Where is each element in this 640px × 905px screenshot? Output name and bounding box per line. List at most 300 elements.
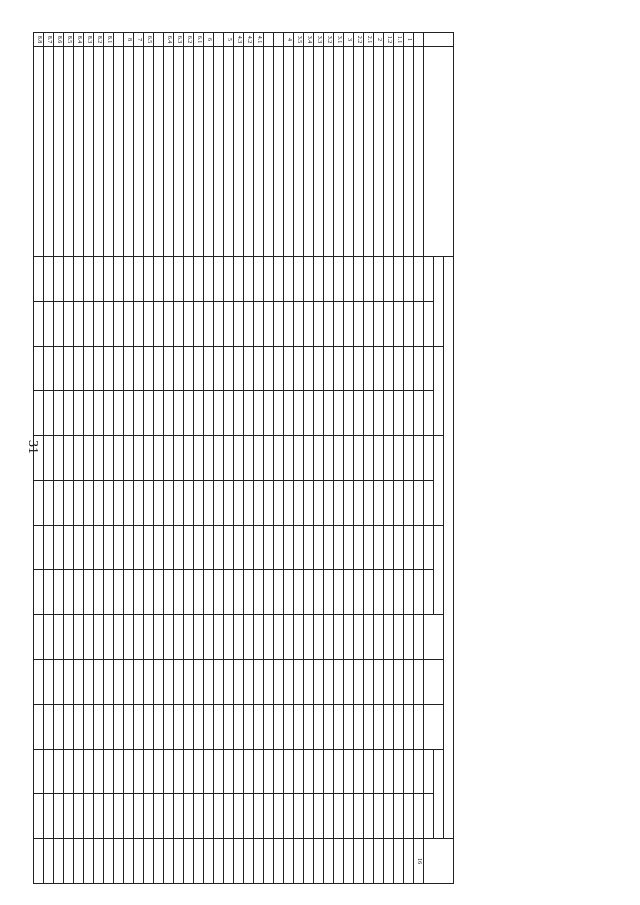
table-cell: [74, 839, 84, 884]
table-cell: [284, 525, 294, 570]
table-cell: [404, 480, 414, 525]
table-cell: [144, 525, 154, 570]
table-cell: [364, 794, 374, 839]
row-name: [64, 47, 74, 257]
table-cell: [194, 525, 204, 570]
row-number: 3: [344, 33, 354, 47]
table-cell: [144, 257, 154, 302]
table-cell: [294, 615, 304, 660]
table-cell: [34, 525, 44, 570]
table-cell: [74, 480, 84, 525]
table-cell: [204, 525, 214, 570]
table-cell: [104, 794, 114, 839]
table-cell: [194, 839, 204, 884]
table-cell: [364, 839, 374, 884]
table-cell: [244, 794, 254, 839]
table-cell: [314, 704, 324, 749]
table-cell: [404, 346, 414, 391]
table-cell: [284, 794, 294, 839]
table-cell: [214, 570, 224, 615]
table-cell: [104, 839, 114, 884]
table-cell: [104, 660, 114, 705]
table-cell: [284, 749, 294, 794]
table-cell: [194, 615, 204, 660]
row-name: [124, 47, 134, 257]
table-cell: [284, 346, 294, 391]
table-cell: [164, 391, 174, 436]
row-name: [94, 47, 104, 257]
table-cell: [74, 704, 84, 749]
table-cell: [304, 301, 314, 346]
table-cell: [404, 615, 414, 660]
table-cell: [134, 570, 144, 615]
table-cell: [394, 391, 404, 436]
row-name: [214, 47, 224, 257]
table-cell: [354, 525, 364, 570]
column-number: [414, 346, 424, 391]
table-cell: [34, 391, 44, 436]
table-cell: [174, 749, 184, 794]
table-cell: [174, 480, 184, 525]
table-cell: [74, 525, 84, 570]
table-cell: [354, 346, 364, 391]
table-cell: [194, 391, 204, 436]
row-number: 8.8: [34, 33, 44, 47]
table-row: [104, 33, 114, 884]
table-cell: [374, 301, 384, 346]
table-cell: [74, 570, 84, 615]
table-cell: [94, 391, 104, 436]
table-cell: [334, 301, 344, 346]
table-cell: [184, 525, 194, 570]
table-cell: [324, 615, 334, 660]
table-row: [394, 33, 404, 884]
table-cell: [94, 346, 104, 391]
table-cell: [84, 570, 94, 615]
table-cell: [394, 794, 404, 839]
table-cell: [264, 480, 274, 525]
table-cell: [34, 346, 44, 391]
table-cell: [384, 480, 394, 525]
table-cell: [344, 480, 354, 525]
table-cell: [334, 794, 344, 839]
table-cell: [44, 346, 54, 391]
table-cell: [354, 570, 364, 615]
table-cell: [324, 480, 334, 525]
table-cell: [134, 660, 144, 705]
table-cell: [314, 301, 324, 346]
table-cell: [94, 839, 104, 884]
table-cell: [184, 839, 194, 884]
table-cell: [284, 301, 294, 346]
table-cell: [74, 391, 84, 436]
table-cell: [234, 301, 244, 346]
column-number: [414, 480, 424, 525]
table-cell: [394, 480, 404, 525]
table-cell: [324, 346, 334, 391]
table-cell: [384, 301, 394, 346]
table-body: [34, 33, 414, 884]
table-cell: [244, 570, 254, 615]
expense-table: [33, 32, 454, 884]
col-subheader: [424, 391, 434, 436]
table-cell: [114, 346, 124, 391]
table-cell: [134, 257, 144, 302]
column-number: 16: [414, 839, 424, 884]
table-cell: [314, 436, 324, 481]
table-cell: [344, 794, 354, 839]
table-cell: [94, 660, 104, 705]
table-cell: [254, 480, 264, 525]
row-number: 3.4: [304, 33, 314, 47]
table-cell: [274, 660, 284, 705]
table-cell: [394, 839, 404, 884]
table-cell: [234, 615, 244, 660]
table-cell: [274, 436, 284, 481]
table-cell: [334, 391, 344, 436]
table-cell: [64, 391, 74, 436]
table-cell: [154, 257, 164, 302]
table-cell: [344, 525, 354, 570]
row-name: [374, 47, 384, 257]
table-cell: [64, 660, 74, 705]
table-cell: [64, 436, 74, 481]
table-cell: [154, 839, 164, 884]
table-cell: [64, 301, 74, 346]
table-cell: [224, 839, 234, 884]
table-cell: [204, 839, 214, 884]
table-cell: [194, 257, 204, 302]
table-row: [224, 33, 234, 884]
table-cell: [354, 839, 364, 884]
table-row: [344, 33, 354, 884]
table-cell: [204, 391, 214, 436]
table-cell: [144, 615, 154, 660]
table-cell: [274, 615, 284, 660]
row-number: 8.6: [54, 33, 64, 47]
table-cell: [144, 480, 154, 525]
row-name: [294, 47, 304, 257]
table-cell: [124, 704, 134, 749]
table-cell: [154, 391, 164, 436]
table-row: [154, 33, 164, 884]
row-number: 4.2: [244, 33, 254, 47]
table-cell: [54, 704, 64, 749]
row-number: 5: [224, 33, 234, 47]
table-cell: [34, 257, 44, 302]
row-number: 6.3: [174, 33, 184, 47]
table-cell: [334, 839, 344, 884]
table-cell: [274, 301, 284, 346]
table-cell: [114, 839, 124, 884]
table-cell: [184, 436, 194, 481]
table-row: [174, 33, 184, 884]
table-row: [204, 33, 214, 884]
table-cell: [284, 704, 294, 749]
table-cell: [174, 301, 184, 346]
table-cell: [404, 749, 414, 794]
table-cell: [374, 704, 384, 749]
table-cell: [164, 794, 174, 839]
table-cell: [84, 436, 94, 481]
table-cell: [154, 570, 164, 615]
table-cell: [224, 615, 234, 660]
table-cell: [404, 257, 414, 302]
col-header-regulated: [444, 257, 454, 839]
col-header-group-4: [434, 525, 444, 615]
table-cell: [324, 301, 334, 346]
column-number: [414, 749, 424, 794]
table-cell: [314, 257, 324, 302]
table-cell: [254, 704, 264, 749]
table-cell: [244, 615, 254, 660]
table-cell: [404, 704, 414, 749]
table-row: [404, 33, 414, 884]
table-cell: [164, 301, 174, 346]
row-name: [234, 47, 244, 257]
row-name: [394, 47, 404, 257]
table-cell: [394, 436, 404, 481]
table-cell: [164, 480, 174, 525]
table-cell: [354, 615, 364, 660]
table-row: [54, 33, 64, 884]
col-subheader: [424, 570, 434, 615]
table-cell: [294, 749, 304, 794]
table-cell: [174, 346, 184, 391]
table-cell: [174, 660, 184, 705]
table-cell: [194, 570, 204, 615]
table-cell: [54, 301, 64, 346]
table-cell: [44, 570, 54, 615]
column-number: [414, 47, 424, 257]
table-cell: [44, 660, 54, 705]
col-subheader: [424, 480, 434, 525]
table-cell: [394, 257, 404, 302]
table-cell: [394, 301, 404, 346]
table-cell: [294, 660, 304, 705]
table-cell: [314, 839, 324, 884]
row-number: 2.1: [364, 33, 374, 47]
table-cell: [404, 525, 414, 570]
page-number: 31: [25, 440, 40, 454]
table-cell: [204, 794, 214, 839]
row-name: [204, 47, 214, 257]
table-cell: [294, 257, 304, 302]
table-cell: [304, 257, 314, 302]
table-cell: [264, 391, 274, 436]
table-cell: [304, 570, 314, 615]
table-cell: [214, 391, 224, 436]
table-cell: [304, 346, 314, 391]
table-row: [374, 33, 384, 884]
table-cell: [194, 346, 204, 391]
table-cell: [164, 570, 174, 615]
row-number: 1: [404, 33, 414, 47]
table-cell: [284, 436, 294, 481]
table-cell: [124, 480, 134, 525]
table-cell: [334, 615, 344, 660]
table-cell: [164, 346, 174, 391]
table-cell: [314, 346, 324, 391]
table-cell: [124, 391, 134, 436]
row-name: [344, 47, 354, 257]
table-cell: [224, 436, 234, 481]
table-cell: [334, 704, 344, 749]
table-cell: [184, 480, 194, 525]
table-cell: [74, 257, 84, 302]
table-cell: [354, 794, 364, 839]
table-cell: [144, 346, 154, 391]
table-cell: [394, 704, 404, 749]
table-cell: [74, 301, 84, 346]
row-number: 1.2: [384, 33, 394, 47]
row-name: [174, 47, 184, 257]
table-cell: [124, 660, 134, 705]
table-cell: [364, 704, 374, 749]
table-cell: [364, 301, 374, 346]
row-number: 8.2: [94, 33, 104, 47]
table-cell: [324, 749, 334, 794]
table-cell: [214, 660, 224, 705]
table-cell: [344, 257, 354, 302]
col-header-no: [424, 33, 454, 47]
col-subheader: [424, 301, 434, 346]
table-cell: [254, 839, 264, 884]
table-cell: [114, 570, 124, 615]
table-cell: [134, 346, 144, 391]
table-cell: [354, 436, 364, 481]
row-number: 8.1: [104, 33, 114, 47]
table-row: [354, 33, 364, 884]
table-cell: [354, 704, 364, 749]
table-cell: [274, 570, 284, 615]
table-cell: [104, 570, 114, 615]
table-row: [214, 33, 224, 884]
table-cell: [294, 704, 304, 749]
table-cell: [324, 525, 334, 570]
table-cell: [34, 570, 44, 615]
table-cell: [54, 570, 64, 615]
table-cell: [254, 257, 264, 302]
table-cell: [74, 436, 84, 481]
table-cell: [34, 480, 44, 525]
row-number: 6.1: [194, 33, 204, 47]
table-cell: [204, 615, 214, 660]
table-cell: [334, 749, 344, 794]
table-cell: [384, 570, 394, 615]
table-cell: [74, 660, 84, 705]
table-cell: [334, 570, 344, 615]
table-cell: [84, 615, 94, 660]
table-cell: [394, 615, 404, 660]
table-cell: [404, 570, 414, 615]
table-cell: [224, 794, 234, 839]
table-cell: [224, 749, 234, 794]
table-cell: [114, 660, 124, 705]
table-cell: [44, 749, 54, 794]
table-cell: [264, 436, 274, 481]
table-cell: [264, 749, 274, 794]
table-cell: [234, 570, 244, 615]
table-cell: [34, 704, 44, 749]
table-cell: [114, 525, 124, 570]
row-name: [224, 47, 234, 257]
table-cell: [404, 660, 414, 705]
table-cell: [344, 839, 354, 884]
table-cell: [324, 704, 334, 749]
table-cell: [54, 480, 64, 525]
table-cell: [274, 525, 284, 570]
table-cell: [304, 436, 314, 481]
table-cell: [144, 301, 154, 346]
table-cell: [34, 660, 44, 705]
table-cell: [164, 525, 174, 570]
table-cell: [204, 660, 214, 705]
table-cell: [74, 749, 84, 794]
table-cell: [404, 436, 414, 481]
table-cell: [244, 660, 254, 705]
column-number: [414, 794, 424, 839]
table-cell: [214, 301, 224, 346]
table-cell: [214, 794, 224, 839]
row-number: 1.1: [394, 33, 404, 47]
row-name: [114, 47, 124, 257]
table-cell: [174, 257, 184, 302]
table-cell: [294, 570, 304, 615]
table-cell: [274, 749, 284, 794]
table-cell: [54, 749, 64, 794]
table-cell: [144, 749, 154, 794]
table-cell: [324, 436, 334, 481]
row-name: [44, 47, 54, 257]
col-header-group-1: [434, 257, 444, 347]
table-cell: [234, 749, 244, 794]
table-cell: [394, 749, 404, 794]
row-name: [104, 47, 114, 257]
table-cell: [404, 391, 414, 436]
row-name: [334, 47, 344, 257]
row-number: [274, 33, 284, 47]
table-cell: [324, 570, 334, 615]
table-cell: [274, 257, 284, 302]
table-cell: [304, 794, 314, 839]
table-cell: [244, 480, 254, 525]
table-cell: [254, 346, 264, 391]
row-name: [184, 47, 194, 257]
row-name: [194, 47, 204, 257]
table-cell: [384, 257, 394, 302]
table-cell: [264, 301, 274, 346]
table-cell: [314, 391, 324, 436]
table-cell: [364, 346, 374, 391]
table-cell: [34, 794, 44, 839]
table-cell: [94, 257, 104, 302]
table-cell: [384, 660, 394, 705]
table-cell: [294, 794, 304, 839]
table-cell: [224, 480, 234, 525]
table-cell: [244, 749, 254, 794]
table-cell: [264, 660, 274, 705]
table-cell: [134, 301, 144, 346]
table-cell: [124, 346, 134, 391]
column-number: [414, 615, 424, 660]
table-cell: [44, 480, 54, 525]
table-cell: [184, 570, 194, 615]
table-cell: [264, 794, 274, 839]
table-cell: [304, 839, 314, 884]
col-header-name: [424, 47, 454, 257]
table-cell: [64, 480, 74, 525]
